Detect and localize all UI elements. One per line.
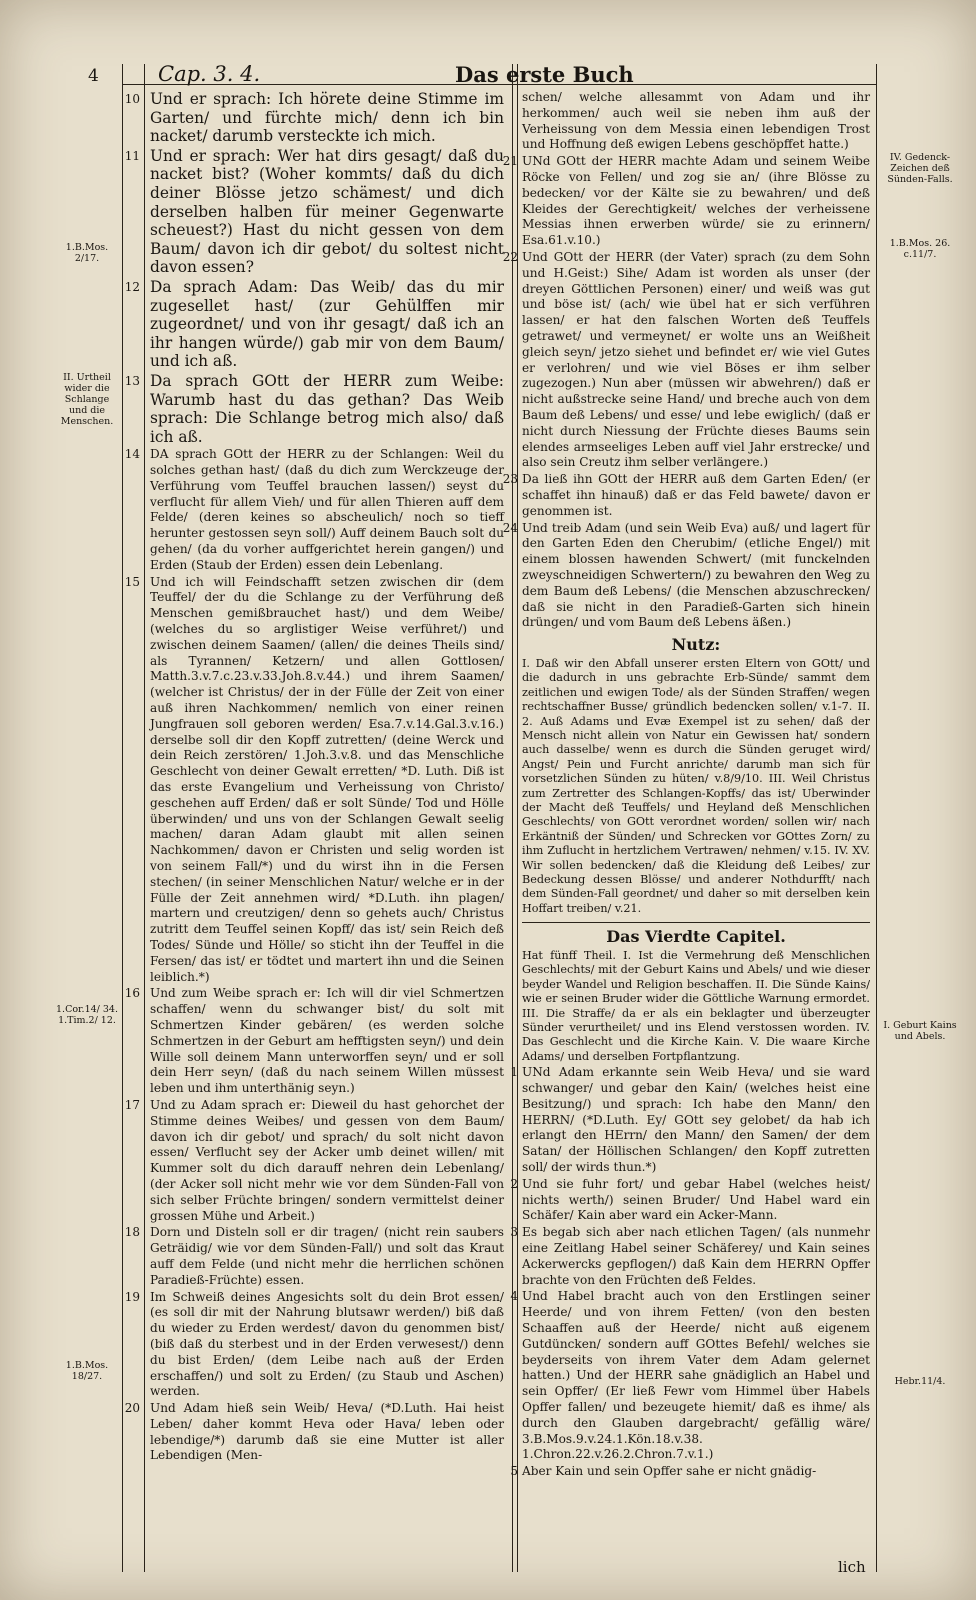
right-margin-rule (876, 64, 877, 1572)
right-text-column (502, 90, 870, 1481)
verse: 10 Und er sprach: Ich hörete deine Stimme im Garten/ und fürchte mich/ denn ich bin nacket/ darumb versteckte ich mich. (124, 90, 504, 146)
verse: 23 Da ließ ihn GOtt der HERR auß dem Garten Eden/ (er schaffet ihn hinauß) daß er das Feld bawete/ davon er genommen ist. (502, 472, 870, 518)
verse: 13 Da sprach GOtt der HERR zum Weibe: Warumb hast du das gethan? Das Weib sprach: Die Schlange betrog mich also/ daß ich aß. (124, 371, 504, 446)
verse: 12 Da sprach Adam: Das Weib/ das du mir zugesellet hast/ (zur Gehülffen mir zugeordnet/ und von ihr gesagt/ daß ich an ihr hangen würde/) gab mir von dem Baum/ und ich aß. (124, 277, 504, 371)
page-number: 4 (88, 66, 99, 86)
verse: 21 UNd GOtt der HERR machte Adam und seinem Weibe Röcke von Fellen/ und zog sie an/ (ihre Blösse zu bedecken/ vor der Kälte sie zu bewahren/ und deß Kleides der Gerechtigkeit/ welches der verheissene Messias ihnen erwerben würde/ sie zu erinnern/ Esa.61.v.10.) (502, 154, 870, 248)
verse: 24 Und treib Adam (und sein Weib Eva) auß/ und lagert für den Garten Eden den Cherubim/ (etliche Engel/) mit einem blossen hawenden Schwert/ (mit funckelnden zweyschneidigen Schwertern/) zu bewahren den Weg zu dem Baum deß Lebens/ (die Menschen abzuschrecken/ daß sie nicht in den Paradieß-Garten sich hinein drüngen/ und vom Baum deß Lebens äßen.) (502, 520, 870, 630)
catchword: lich (838, 1558, 866, 1576)
chapter-summary: Hat fünff Theil. I. Ist die Vermehrung deß Menschlichen Geschlechts/ mit der Geburt Kains und Abels/ und wie dieser beyder Wandel und Religion beschaffen. II. Die Sünde Kains/ wie er seinen Bruder wider die Göttliche Warnung ermordet. III. Die Straffe/ da er als ein beklagter und überzeugter Sünder verurtheilet/ und ins Elend verstossen worden. IV. Das Geschlecht und die Kirche Kain. V. Die waare Kirche Adams/ und derselben Fortpflantzung. (522, 949, 870, 1063)
verse: 1 UNd Adam erkannte sein Weib Heva/ und sie ward schwanger/ und gebar den Kain/ (welches heist eine Besitzung/) und sprach: Ich habe den Mann/ den HERRN/ (*D.Luth. Ey/ GOtt sey gelobet/ da hab ich erlangt den HErrn/ den Mann/ den Samen/ der dem Satan/ der Höllischen Schlangen/ den Kopff zutretten soll/ der wirds thun.*) (510, 1065, 870, 1175)
verse: 20 Und Adam hieß sein Weib/ Heva/ (*D.Luth. Hai heist Leben/ daher kommt Heva oder Hava/ leben oder lebendige/*) darumb daß sie eine Mutter ist aller Lebendigen (Men- (124, 1401, 504, 1463)
verse: 16 Und zum Weibe sprach er: Ich will dir viel Schmertzen schaffen/ wenn du schwanger bist/ du solt mit Schmertzen Kinder gebären/ (es werden solche Schmertzen in der Geburt am hefftigsten seyn/) und dein Wille soll deinem Mann unterworffen seyn/ und er soll dein Herr seyn/ (daß du nach seinem Willen müssest leben und ihm unterthänig seyn.) (124, 986, 504, 1096)
verse: 22 Und GOtt der HERR (der Vater) sprach (zu dem Sohn und H.Geist:) Sihe/ Adam ist worden als unser (der dreyen Göttlichen Personen) einer/ und weiß was gut und böse ist/ (ach/ wie übel hat er sich verführen lassen/ er hat den falschen Worten deß Teuffels getrawet/ und vermeynet/ er wolte uns an Weißheit gleich seyn/ jetzo siehet und befindet er/ wie viel Gutes er verlohren/ und wie viel Böses er ihm selber zugezogen.) Nun aber (müssen wir abwehren/) daß er nicht außstrecke seine Hand/ und breche auch von dem Baum deß Lebens/ und esse/ und lebe ewiglich/ (daß er nicht durch Niessung der Früchte dieses Baums sein elendes armseeliges Leben auff viel Jahr erstrecke/ und also sein Creutz ihm selber verlängere.) (502, 249, 870, 470)
margin-note-right: I. Geburt Kains und Abels. (883, 1020, 957, 1042)
column-divider-rule (512, 64, 513, 1572)
chapter-reference: Cap. 3. 4. (158, 62, 261, 86)
nutz-text: I. Daß wir den Abfall unserer ersten Eltern von GOtt/ und die dadurch in uns gebrachte Erb-Sünde/ sammt dem zeitlichen und ewigen Tode/ als der Sünden Straffen/ wegen rechtschaffner Busse/ gründlich bedencken sollen/ v.1-7. II. 2. Auß Adams und Evæ Exempel ist zu sehen/ daß der Mensch nicht allein von Natur ein Gewissen hat/ sondern auch dasselbe/ wenn es durch die Sünden geruget wird/ Angst/ Pein und Furcht anrichte/ darumb man sich für vorsetzlichen Sünden zu hüten/ v.8/9/10. III. Weil Christus zum Zertretter des Schlangen-Kopffs/ das ist/ Uberwinder der Macht deß Teuffels/ und Heyland deß Menschlichen Geschlechts/ von GOtt verordnet worden/ sollen wir/ nach Erkäntniß der Sünden/ und Schrecken vor GOttes Zorn/ zu ihm Zuflucht in hertzlichem Vertrawen/ nehmen/ v.15. IV. XV. Wir sollen bedencken/ daß die Kleidung deß Leibes/ zur Bedeckung dessen Blösse/ und anderer Nothdurfft/ nach dem Sünden-Fall geordnet/ und daher so mit derselben kein Hoffart treiben/ v.21. (522, 656, 870, 915)
right-verse-rule (517, 64, 518, 1572)
margin-note-right: 1.B.Mos. 26. c.11/7. (889, 238, 951, 260)
margin-note-left: 1.B.Mos. 18/27. (65, 1360, 109, 1382)
verse: 18 Dorn und Disteln soll er dir tragen/ (nicht rein saubers Geträidig/ wie vor dem Sünden-Fall/) und solt das Kraut auff dem Felde (und nicht mehr die herrlichen schönen Paradieß-Früchte) essen. (124, 1225, 504, 1287)
verse: 11 Und er sprach: Wer hat dirs gesagt/ daß du nacket bist? (Woher kommts/ daß du dich deiner Blösse jetzo schämest/ und dich derselben halben für meiner Gegenwarte scheuest?) Hast du nicht gessen von dem Baum/ davon ich dir gebot/ du soltest nicht davon essen? (124, 146, 504, 277)
margin-note-left: 1.B.Mos. 2/17. (65, 242, 109, 264)
verse: 17 Und zu Adam sprach er: Dieweil du hast gehorchet der Stimme deines Weibes/ und gessen von dem Baum/ davon ich dir gebot/ und sprach/ du solt nicht davon essen/ Verflucht sey der Acker umb deinet willen/ mit Kummer solt du dich darauff nehren dein Lebenlang/ (der Acker soll nicht mehr wie vor dem Sünden-Fall von sich selber Früchte bringen/ sondern vermittelst deiner grossen Mühe und Arbeit.) (124, 1097, 504, 1223)
verse: 3 Es begab sich aber nach etlichen Tagen/ (als nunmehr eine Zeitlang Habel seiner Schäferey/ und Kain seines Ackerwercks gepflogen/) daß Kain dem HERRN Opffer brachte von den Früchten deß Feldes. (510, 1225, 870, 1287)
margin-note-right: Hebr.11/4. (894, 1376, 946, 1387)
section-rule (522, 922, 870, 923)
verse: schen/ welche allesammt von Adam und ihr herkommen/ auch weil sie neben ihm auß der Verheissung von dem Messia einen lebendigen Trost und Hoffnung deß ewigen Lebens geschöpffet hatte.) (522, 90, 870, 152)
verse: 14 DA sprach GOtt der HERR zu der Schlangen: Weil du solches gethan hast/ (daß du dich zum Werckzeuge der Verführung vom Teuffel brauchen lassen/) seyst du verflucht für allem Vieh/ und für allen Thieren auff dem Felde/ (deren keines so abscheulich/ noch so tieff herunter gestossen seyn soll/) Auff deinem Bauch solt du gehen/ (da du vorher auffgerichtet herein gangen/) und Erden (Staub der Erden) essen dein Lebenlang. (124, 447, 504, 572)
verse: 19 Im Schweiß deines Angesichts solt du dein Brot essen/ (es soll dir mit der Nahrung blutsawr werden/) biß daß du wieder zu Erden werdest/ davon du genommen bist/ (biß daß du sterbest und in der Erden verwesest/) denn du bist Erden/ (dem Leibe nach auß der Erden erschaffen/) und solt zu Erden/ (zu Staub und Aschen) werden. (124, 1289, 504, 1399)
nutz-heading: Nutz: (671, 635, 721, 655)
running-title: Das erste Buch (455, 62, 634, 87)
margin-note-left: II. Urtheil wider die Schlange und die Menschen. (60, 372, 114, 427)
verse: 4 Und Habel bracht auch von den Erstlingen seiner Heerde/ und von ihrem Fetten/ (von den besten Schaaffen auß der Heerde/ nicht auß eigenem Gutdüncken/ sondern auff GOttes Befehl/ welches sie beyderseits von ihrem Vater dem Adam gelernet hatten.) Und der HERR sahe gnädiglich an Habel und sein Opffer/ (Er ließ Fewr vom Himmel über Habels Opffer fallen/ und bezeugete hiemit/ daß es ihme/ als durch den Glauben dargebracht/ gefällig wäre/ 3.B.Mos.9.v.24.1.Kön.18.v.38. 1.Chron.22.v.26.2.Chron.7.v.1.) (510, 1289, 870, 1462)
verse: 15 Und ich will Feindschafft setzen zwischen dir (dem Teuffel/ der du die Schlange zu der Verführung deß Menschen gemißbrauchet hast/) und dem Weibe/ (welches du so arglistiger Weise verführet/) und zwischen deinem Saamen/ (allen/ die deines Theils sind/ als Tyrannen/ Ketzern/ und allen Gottlosen/ Matth.3.v.7.c.23.v.33.Joh.8.v.44.) und ihrem Saamen/ (welcher ist Christus/ der in der Fülle der Zeit von einer auß ihren Nachkommen/ nemlich von einer reinen Jungfrauen soll geboren werden/ Esa.7.v.14.Gal.3.v.16.) derselbe soll dir den Kopff zutretten/ (deine Werck und dein Reich zerstören/ 1.Joh.3.v.8. und das Menschliche Geschlecht von deiner Gewalt erretten/ *D. Luth. Diß ist das erste Evangelium und Verheissung von Christo/ geschehen auff Erden/ daß er solt Sünde/ Tod und Hölle überwinden/ und uns von der Schlangen Gewalt seelig machen/ daran Adam glaubt mit allen seinen Nachkommen/ davon er Christen und selig worden ist von seinem Fall/*) und du wirst ihn in die Fersen stechen/ (in seiner Menschlichen Natur/ welche er in der Fülle der Zeit annehmen wird/ *D.Luth. ihn plagen/ martern und creutzigen/ denn so gehets auch/ Christus zutritt dem Teuffel seinen Kopff/ das ist/ sein Reich deß Todes/ Sünde und Hölle/ so sticht ihn der Teuffel in die Fersen/ das ist/ er tödtet und martert ihn und die Seinen leiblich.*) (124, 574, 504, 984)
margin-note-right: IV. Gedenck-Zeichen deß Sünden-Falls. (887, 152, 953, 185)
left-text-column (124, 90, 504, 1465)
margin-note-left: 1.Cor.14/ 34. 1.Tim.2/ 12. (56, 1004, 118, 1026)
chapter-heading: Das Vierdte Capitel. (606, 927, 786, 947)
verse: 5 Aber Kain und sein Opffer sahe er nicht gnädig- (510, 1464, 817, 1479)
left-verse-rule (144, 64, 145, 1572)
verse: 2 Und sie fuhr fort/ und gebar Habel (welches heist/ nichts werth/) seinen Bruder/ Und Habel ward ein Schäfer/ Kain aber ward ein Acker-Mann. (510, 1176, 870, 1223)
